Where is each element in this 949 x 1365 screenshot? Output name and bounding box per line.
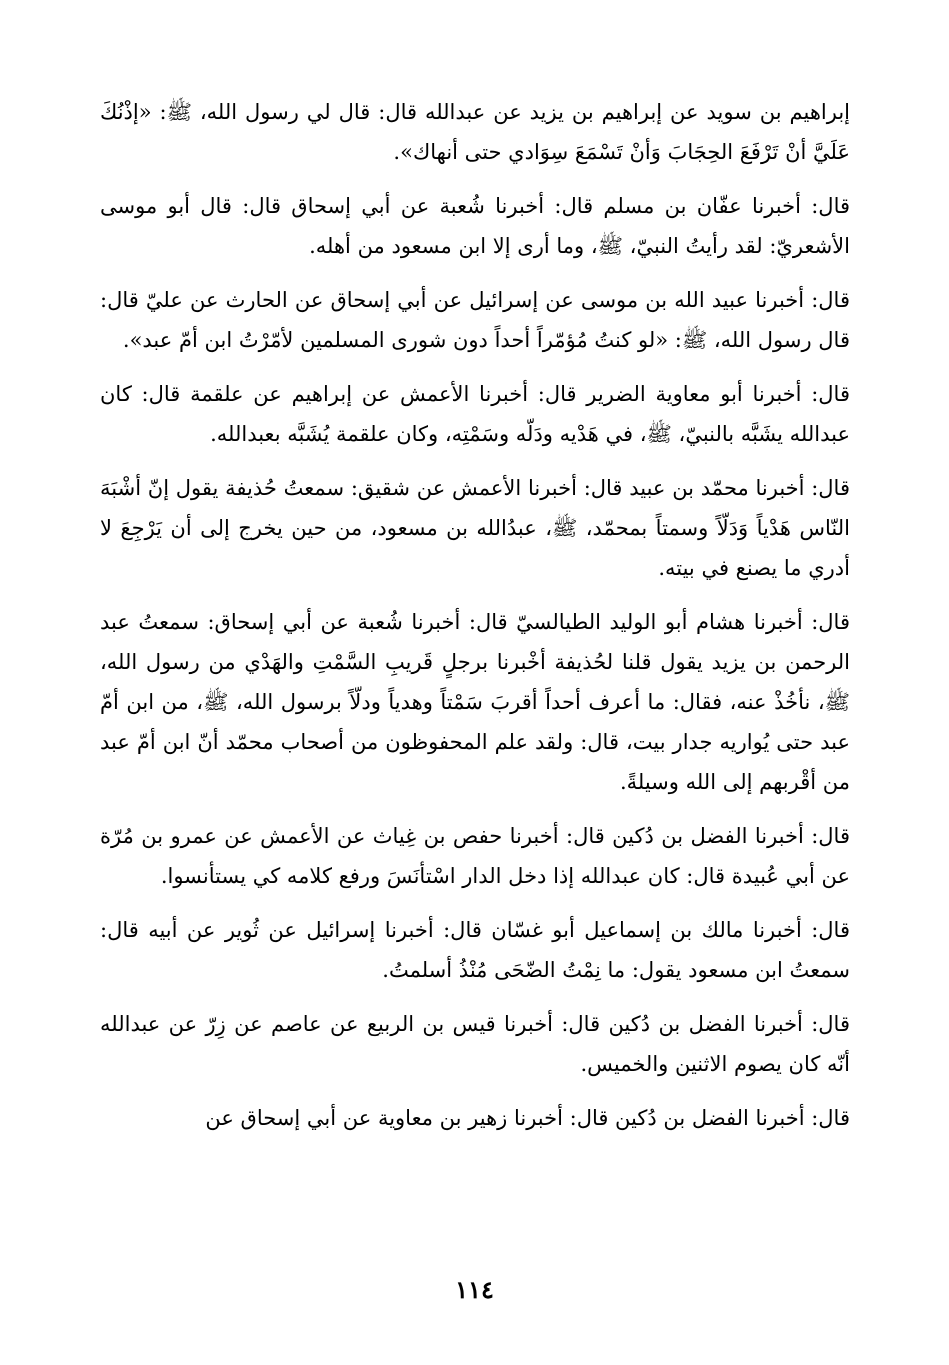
paragraph-10: قال: أخبرنا الفضل بن دُكين قال: أخبرنا زهير بن معاوية عن أبي إسحاق عن [205, 1106, 850, 1130]
paragraph-1: إبراهيم بن سويد عن إبراهيم بن يزيد عن عبدالله قال: قال لي رسول الله، ﷺ: «إذْنُكَ عَلَيَّ أنْ تَرْفَعَ الحِجَابَ وَأنْ تَسْمَعَ سِوَادي حتى أنهاك». [100, 100, 850, 164]
paragraph-2: قال: أخبرنا عفّان بن مسلم قال: أخبرنا شُعبة عن أبي إسحاق قال: قال أبو موسى الأشعريّ: لقد رأيتُ النبيّ، ﷺ، وما أرى إلا ابن مسعود من أهله. [100, 194, 850, 258]
paragraph-3: قال: أخبرنا عبيد الله بن موسى عن إسرائيل عن أبي إسحاق عن الحارث عن عليّ قال: قال رسول الله، ﷺ: «لو كنتُ مُؤمّراً أحداً دون شورى المسلمين لأمّرْتُ ابن أمّ عبد». [100, 288, 850, 352]
page-body [100, 92, 850, 1152]
paragraph-6: قال: أخبرنا هشام أبو الوليد الطيالسيّ قال: أخبرنا شُعبة عن أبي إسحاق: سمعتُ عبد الرحمن بن يزيد يقول قلنا لحُذيفة أخْبرنا برجلٍ قَريبِ السَّمْتِ والهَدْي من رسول الله، ﷺ، نأخُذْ عنه، فقال: ما أعرف أحداً أقربَ سَمْتاً وهدياً ودلّاً برسول الله، ﷺ، من ابن أمّ عبد حتى يُواريه جدار بيت، قال: ولقد علم المحفوظون من أصحاب محمّد أنّ ابن أمّ عبد من أقْربهم إلى الله وسيلةً. [100, 610, 850, 794]
page-number: ١١٤ [455, 1275, 494, 1304]
paragraph-5: قال: أخبرنا محمّد بن عبيد قال: أخبرنا الأعمش عن شقيق: سمعتُ حُذيفة يقول إنّ أشْبَهَ النّاس هَدْياً وَدَلّاً وسمتاً بمحمّد، ﷺ، عبدُالله بن مسعود، من حين يخرج إلى أن يَرْجِعَ لا أدري ما يصنع في بيته. [100, 476, 850, 580]
paragraph-7: قال: أخبرنا الفضل بن دُكين قال: أخبرنا حفص بن غِياث عن الأعمش عن عمرو بن مُرّة عن أبي عُبيدة قال: كان عبدالله إذا دخل الدار اسْتأنَسَ ورفع كلامه كي يستأنسوا. [100, 824, 850, 888]
paragraph-9: قال: أخبرنا الفضل بن دُكين قال: أخبرنا قيس بن الربيع عن عاصم عن زِرّ عن عبدالله أنّه كان يصوم الاثنين والخميس. [100, 1012, 850, 1076]
paragraph-4: قال: أخبرنا أبو معاوية الضرير قال: أخبرنا الأعمش عن إبراهيم عن علقمة قال: كان عبدالله يشَبَّه بالنبيّ، ﷺ، في هَدْيه ودَلّه وسَمْتِه، وكان علقمة يُشَبَّه بعبدالله. [100, 382, 850, 446]
paragraph-8: قال: أخبرنا مالك بن إسماعيل أبو غسّان قال: أخبرنا إسرائيل عن ثُوير عن أبيه قال: سمعتُ ابن مسعود يقول: ما نِمْتُ الضّحَى مُنْذُ أسلمتُ. [100, 918, 850, 982]
